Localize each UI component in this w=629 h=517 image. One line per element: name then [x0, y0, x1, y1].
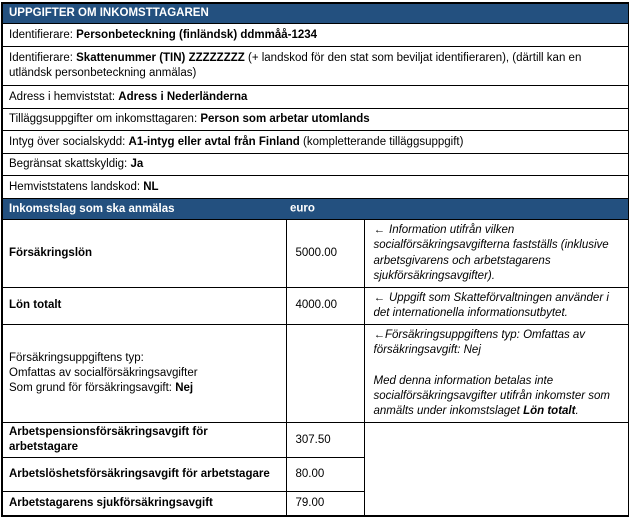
income-type-label: [2, 325, 286, 423]
income-type-label: Försäkringslön: [2, 220, 286, 288]
note-insurance-type: [364, 325, 629, 423]
currency-column-header: euro: [290, 202, 315, 215]
note-bold-term: Lön totalt: [523, 404, 576, 417]
income-row-insurance-salary: [2, 220, 629, 288]
info-value: Person som arbetar utomlands: [200, 113, 370, 126]
note-empty-cell: [364, 423, 629, 516]
info-suffix: (kompletterande tilläggsuppgift): [299, 135, 464, 148]
note-insurance-salary: [364, 220, 629, 288]
info-label: Adress i hemviststat:: [9, 90, 119, 103]
info-row-address: [2, 86, 629, 109]
income-type-label: Arbetslöshetsförsäkringsavgift för arbetstagare: [2, 458, 286, 492]
income-row-pension-contribution: [2, 423, 629, 458]
income-types-title: Inkomstslag som ska anmälas: [9, 202, 175, 215]
info-value: Adress i Nederländerna: [118, 90, 248, 103]
income-type-label: Arbetstagarens sjukförsäkringsavgift: [2, 492, 286, 516]
note-text: Information utifrån vilken socialförsäkringsavgifterna fastställs (inklusive arbetsgivarens och arbetstagarens sjukförsäkringsavgifter).: [373, 224, 609, 282]
info-row-identifier-tin: [2, 47, 629, 86]
income-row-insurance-type: [2, 325, 629, 423]
info-suffix: (+ landskod för den stat som beviljat identifieraren), (därtill kan en utländsk personbeteckning anmälas): [9, 52, 582, 80]
info-value: NL: [143, 180, 159, 193]
info-value: Skattenummer (TIN) ZZZZZZZZ: [76, 52, 245, 64]
insurance-type-answer: Nej: [175, 382, 194, 395]
income-type-label: Lön totalt: [2, 287, 286, 324]
insurance-type-line: Omfattas av socialförsäkringsavgifter: [9, 367, 198, 380]
info-value: Ja: [130, 158, 144, 171]
income-row-total-salary: [2, 287, 629, 324]
info-row-social-security-certificate: [2, 131, 629, 154]
note-paragraph: Med denna information betalas inte socialförsäkringsavgifter utifrån inkomster som anmälts under inkomstslaget Lön totalt.: [373, 374, 610, 417]
income-recipient-table: [1, 2, 629, 517]
note-paragraph: [374, 328, 624, 358]
info-label: Intyg över socialskydd:: [9, 135, 129, 148]
info-label: Tilläggsuppgifter om inkomsttagaren:: [9, 113, 201, 126]
note-text: Försäkringsuppgiftens typ: Omfattas av försäkringsavgift: Nej: [373, 329, 586, 357]
left-arrow-icon: ←: [373, 291, 385, 304]
info-row-country-code: [2, 176, 629, 199]
info-row-additional-info: [2, 109, 629, 131]
info-label: Identifierare:: [9, 52, 77, 64]
income-amount: 4000.00: [286, 287, 364, 324]
income-amount: 80.00: [286, 458, 364, 492]
left-arrow-icon: ←: [373, 224, 385, 237]
note-total-salary: [364, 287, 629, 324]
info-label: Hemviststatens landskod:: [9, 180, 144, 193]
income-amount: [286, 325, 364, 423]
info-value: A1-intyg eller avtal från Finland: [128, 135, 300, 148]
insurance-type-line: Försäkringsuppgiftens typ:: [9, 351, 144, 364]
income-amount: 5000.00: [286, 220, 364, 288]
income-type-label: Arbetspensionsförsäkringsavgift för arbetstagare: [2, 423, 286, 458]
info-label: Identifierare:: [9, 28, 77, 41]
note-text: Uppgift som Skatteförvaltningen använder i det internationella informationsutbytet.: [373, 291, 609, 320]
section-header-income-types: [2, 199, 629, 220]
income-amount: 79.00: [286, 492, 364, 516]
info-row-identifier-personal-id: [2, 24, 629, 47]
info-label: Begränsat skattskyldig:: [9, 158, 131, 171]
info-row-limited-tax-liability: [2, 154, 629, 176]
section-header-recipient: UPPGIFTER OM INKOMSTTAGAREN: [2, 3, 629, 24]
income-amount: 307.50: [286, 423, 364, 458]
info-value: Personbeteckning (finländsk) ddmmåå-1234: [76, 28, 318, 41]
left-arrow-icon: ←: [373, 329, 385, 342]
insurance-type-line: Som grund för försäkringsavgift: Nej: [9, 382, 194, 395]
